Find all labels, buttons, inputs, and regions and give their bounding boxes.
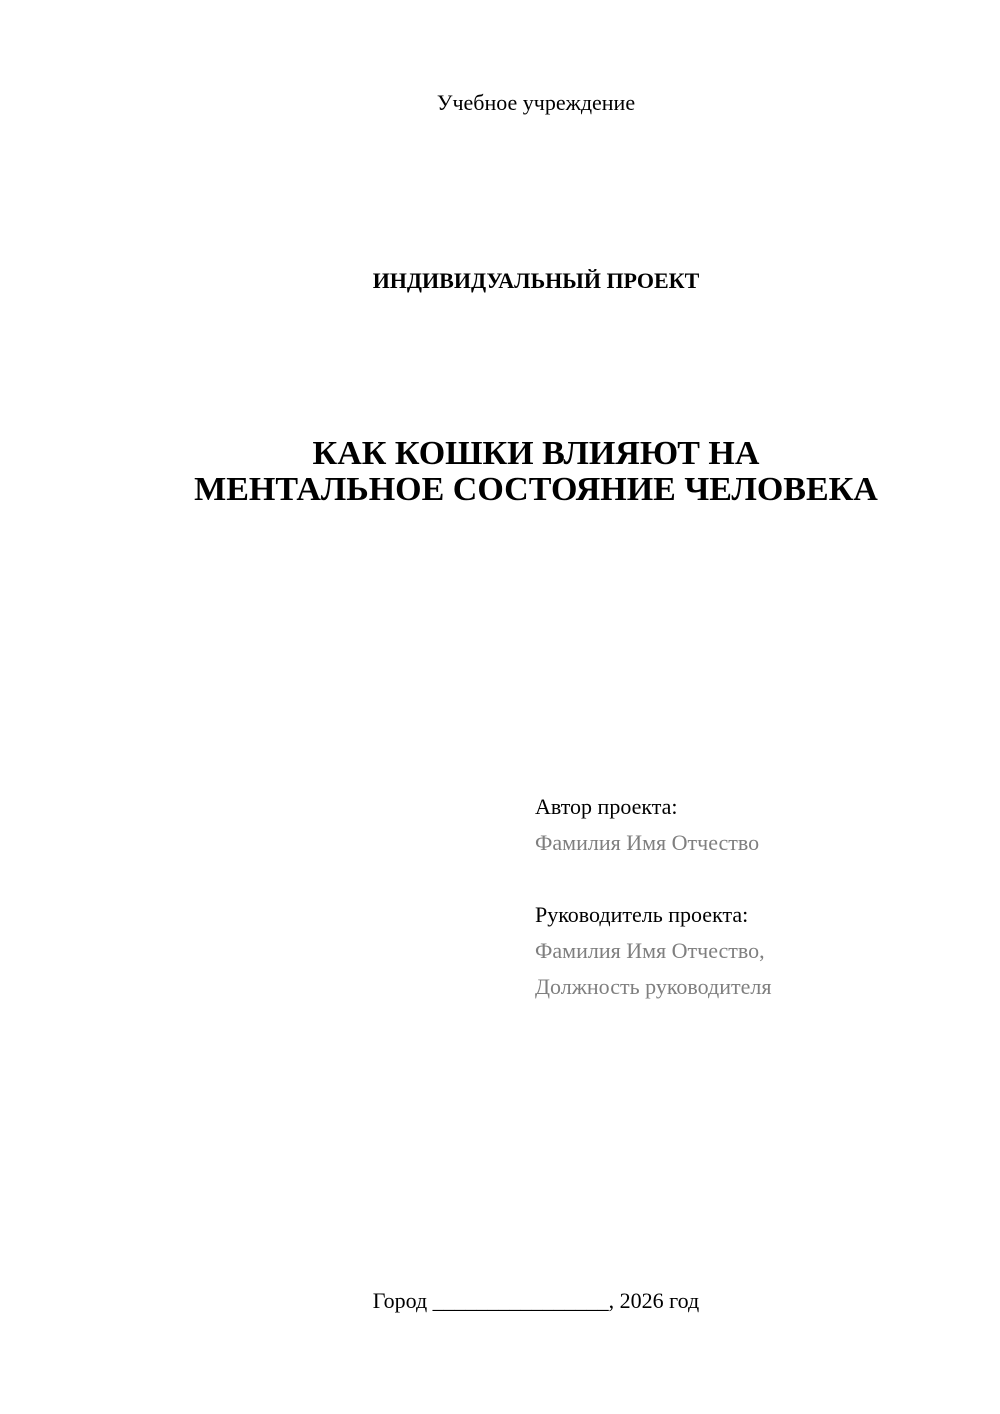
city-year-line: Город ________________, 2026 год [372,1288,700,1313]
supervisor-name: Фамилия Имя Отчество, [535,938,765,963]
spacer [535,861,975,897]
author-name: Фамилия Имя Отчество [535,830,760,855]
institution-name: Учебное учреждение [436,90,636,115]
supervisor-label: Руководитель проекта: [535,902,749,927]
project-title-line-1: КАК КОШКИ ВЛИЯЮТ НА [312,435,760,472]
project-title-line-2: МЕНТАЛЬНОЕ СОСТОЯНИЕ ЧЕЛОВЕКА [194,471,878,508]
project-credits [535,789,975,1005]
author-label: Автор проекта: [535,794,678,819]
project-type-heading: ИНДИВИДУАЛЬНЫЙ ПРОЕКТ [372,268,700,293]
supervisor-position: Должность руководителя [535,974,772,999]
project-title [0,436,1000,508]
